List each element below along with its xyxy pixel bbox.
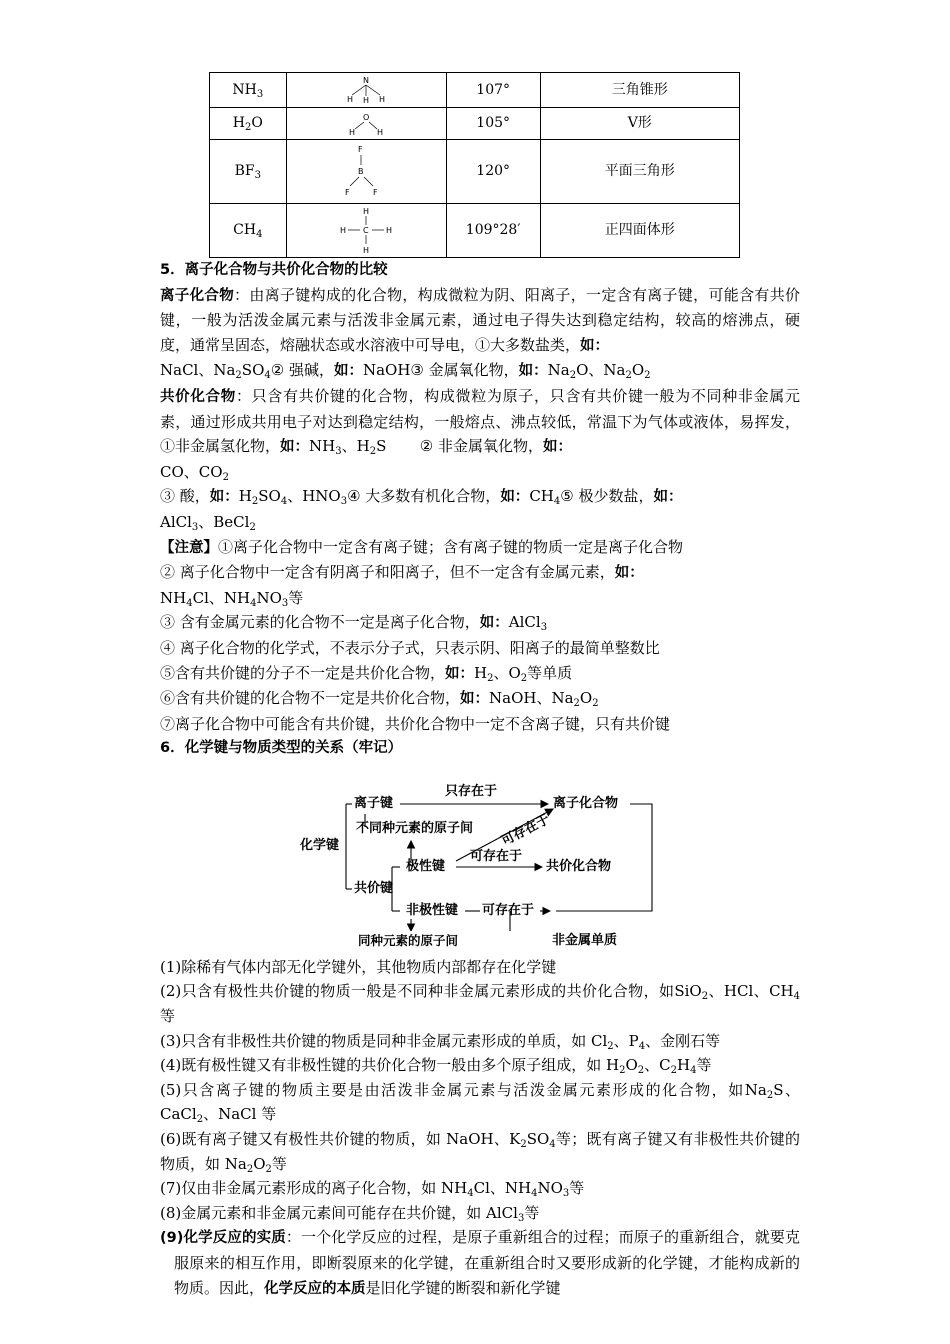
bond-relationship-diagram	[160, 761, 800, 948]
nonpolar-bond-label: 非极性键	[406, 902, 459, 918]
table-row	[210, 73, 740, 108]
structure-cell	[286, 108, 446, 140]
angle-cell: 109°28′	[446, 204, 540, 258]
reaction-essence-label: (9)化学反应的实质	[160, 1230, 286, 1247]
atom-label: H	[377, 127, 384, 137]
note-7: ⑦离子化合物中可能含有共价键，共价化合物中一定不含离子键，只有共价键	[160, 714, 671, 733]
different-elements-label: 不同种元素的原子间	[356, 820, 474, 836]
structure-cell	[286, 140, 446, 204]
atom-label: F	[373, 187, 378, 197]
ionic-bond-label: 离子键	[354, 795, 394, 811]
point-4: (4)既有极性键又有非极性键的共价化合物一般由多个原子组成，如 $H_2O_2$、$C_2H_4$等	[160, 1056, 712, 1077]
polar-bond-label: 极性键	[406, 858, 446, 874]
document-page	[160, 72, 800, 1301]
note-4: ④ 离子化合物的化学式，不表示分子式，只表示阴、阳离子的最简单整数比	[160, 638, 660, 657]
atom-label: H	[347, 95, 354, 104]
table-row	[210, 108, 740, 140]
nonmetal-element-label: 非金属单质	[552, 932, 618, 948]
covalent-bond-label: 共价键	[354, 880, 394, 896]
note-3: ③ 含有金属元素的化合物不一定是离子化合物，如：AlCl$_3$	[160, 613, 548, 634]
shape-cell: 平面三角形	[540, 140, 740, 204]
atom-label: H	[363, 206, 370, 216]
atom-label: H	[363, 245, 370, 255]
nh3-structure-diagram	[336, 74, 396, 106]
structure-cell	[286, 204, 446, 258]
covalent-term: 共价化合物	[160, 388, 236, 405]
formula-cell: $H_2O$	[210, 108, 287, 140]
section-6-heading: 6．化学键与物质类型的关系（牢记）	[160, 740, 403, 757]
atom-label: H	[379, 95, 386, 104]
point-8: (8)金属元素和非金属元素间可能存在共价键，如 AlCl$_3$等	[160, 1203, 540, 1224]
shape-cell: V形	[540, 108, 740, 140]
note-1: 【注意】①离子化合物中一定含有离子键；含有离子键的物质一定是离子化合物	[160, 537, 684, 556]
may-exist-label-2: 可存在于	[482, 902, 535, 918]
bf3-structure-diagram	[336, 142, 396, 202]
atom-label: F	[345, 187, 350, 197]
chem-bond-label: 化学键	[300, 837, 340, 853]
same-elements-label: 同种元素的原子间	[358, 932, 459, 948]
point-6: (6)既有离子键又有极性共价键的物质，如 NaOH、$K_2SO_4$等；既有离子键又有非极性共价键的物质，如 $Na_2O_2$等	[160, 1130, 800, 1175]
covalent-compound-paragraph: 共价化合物：只含有共价键的化合物，构成微粒为原子，只含有共价键一般为不同种非金属元素，通过形成共用电子对达到稳定结构，一般熔点、沸点较低，常温下为气体或液体，易挥发，①非金属氢化物，如：$NH_3$、$H_2S$ ② 非金属氧化物，如： CO、$CO_2$	[160, 386, 800, 483]
atom-label: H	[349, 127, 356, 137]
shape-cell: 三角锥形	[540, 73, 740, 108]
note-6: ⑥含有共价键的化合物不一定是共价化合物，如：NaOH、$Na_2O_2$	[160, 689, 599, 710]
covalent-compound-label: 共价化合物	[546, 858, 612, 874]
shape-cell: 正四面体形	[540, 204, 740, 258]
note-5: ⑤含有共价键的分子不一定是共价化合物，如：$H_2$、$O_2$等单质	[160, 663, 573, 684]
table-row	[210, 204, 740, 258]
ionic-term: 离子化合物	[160, 287, 235, 304]
ionic-compound-label: 离子化合物	[553, 795, 619, 811]
atom-label: H	[386, 225, 393, 235]
atom-label: H	[363, 96, 370, 105]
section-5-heading: 5．离子化合物与共价化合物的比较	[160, 262, 388, 278]
angle-cell: 105°	[446, 108, 540, 140]
point-9: (9)化学反应的实质：一个化学反应的过程，是原子重新组合的过程；而原子的重新组合，就要克服原来的相互作用，即断裂原来的化学键，在重新组合时又要形成新的化学键，才能构成新的物质。因此，化学反应的本质是旧化学键的断裂和新化学键	[160, 1228, 801, 1297]
point-3: (3)只含有非极性共价键的物质是同种非金属元素形成的单质，如 $Cl_2$、$P_4$、金刚石等	[160, 1031, 721, 1052]
molecular-geometry-table	[209, 72, 740, 258]
note-2: ② 离子化合物中一定含有阴离子和阳离子，但不一定含有金属元素，如： $NH_4Cl$、$NH_4NO_3$等	[160, 563, 644, 609]
formula-cell: $BF_3$	[210, 140, 287, 204]
atom-label: B	[358, 166, 364, 176]
note-label: 【注意】	[160, 539, 218, 556]
table-row	[210, 140, 740, 204]
structure-cell	[286, 73, 446, 108]
only-in-label: 只存在于	[445, 783, 498, 799]
formula-cell: $CH_4$	[210, 204, 287, 258]
angle-cell: 120°	[446, 140, 540, 204]
atom-label: H	[340, 225, 347, 235]
angle-cell: 107°	[446, 73, 540, 108]
point-1: (1)除稀有气体内部无化学键外，其他物质内部都存在化学键	[160, 957, 557, 976]
covalent-examples-line: ③ 酸，如：$H_2SO_4$、$HNO_3④$ 大多数有机化合物，如：$CH_4⑤$ 极少数盐，如： AlCl$_3$、BeCl$_2$	[160, 487, 683, 533]
reaction-nature-term: 化学反应的本质	[264, 1280, 366, 1297]
formula-cell: $NH_3$	[210, 73, 287, 108]
atom-label: N	[363, 76, 370, 85]
may-exist-label: 可存在于	[499, 811, 553, 849]
point-5: (5)只含离子键的物质主要是由活泼非金属元素与活泼金属元素形成的化合物，如$Na_2S$、CaCl$_2$、NaCl 等	[160, 1080, 800, 1126]
ionic-compound-paragraph: 离子化合物：由离子键构成的化合物，构成微粒为阴、阳离子，一定含有离子键，可能含有共价键，一般为活泼金属元素与活泼非金属元素，通过电子得失达到稳定结构，较高的熔沸点，硬度，通常呈固态，熔融状态或水溶液中可导电，①大多数盐类，如： NaCl、$Na_2SO_4②$ 强碱，如：NaOH③ 金属氧化物，如：$Na_2O$、$Na_2O_2$	[160, 285, 800, 382]
h2o-structure-diagram	[341, 111, 391, 137]
atom-label: F	[358, 144, 363, 154]
point-2: (2)只含有极性共价键的物质一般是不同种非金属元素形成的共价化合物，如SiO$_2$、HCl、$CH_4$等	[160, 982, 801, 1026]
point-7: (7)仅由非金属元素形成的离子化合物，如 $NH_4Cl$、$NH_4NO_3$等	[160, 1179, 585, 1200]
atom-label: O	[363, 112, 370, 122]
atom-label: C	[363, 225, 369, 235]
exist-in-label: 可存在于	[470, 848, 523, 864]
ch4-structure-diagram	[336, 205, 396, 257]
